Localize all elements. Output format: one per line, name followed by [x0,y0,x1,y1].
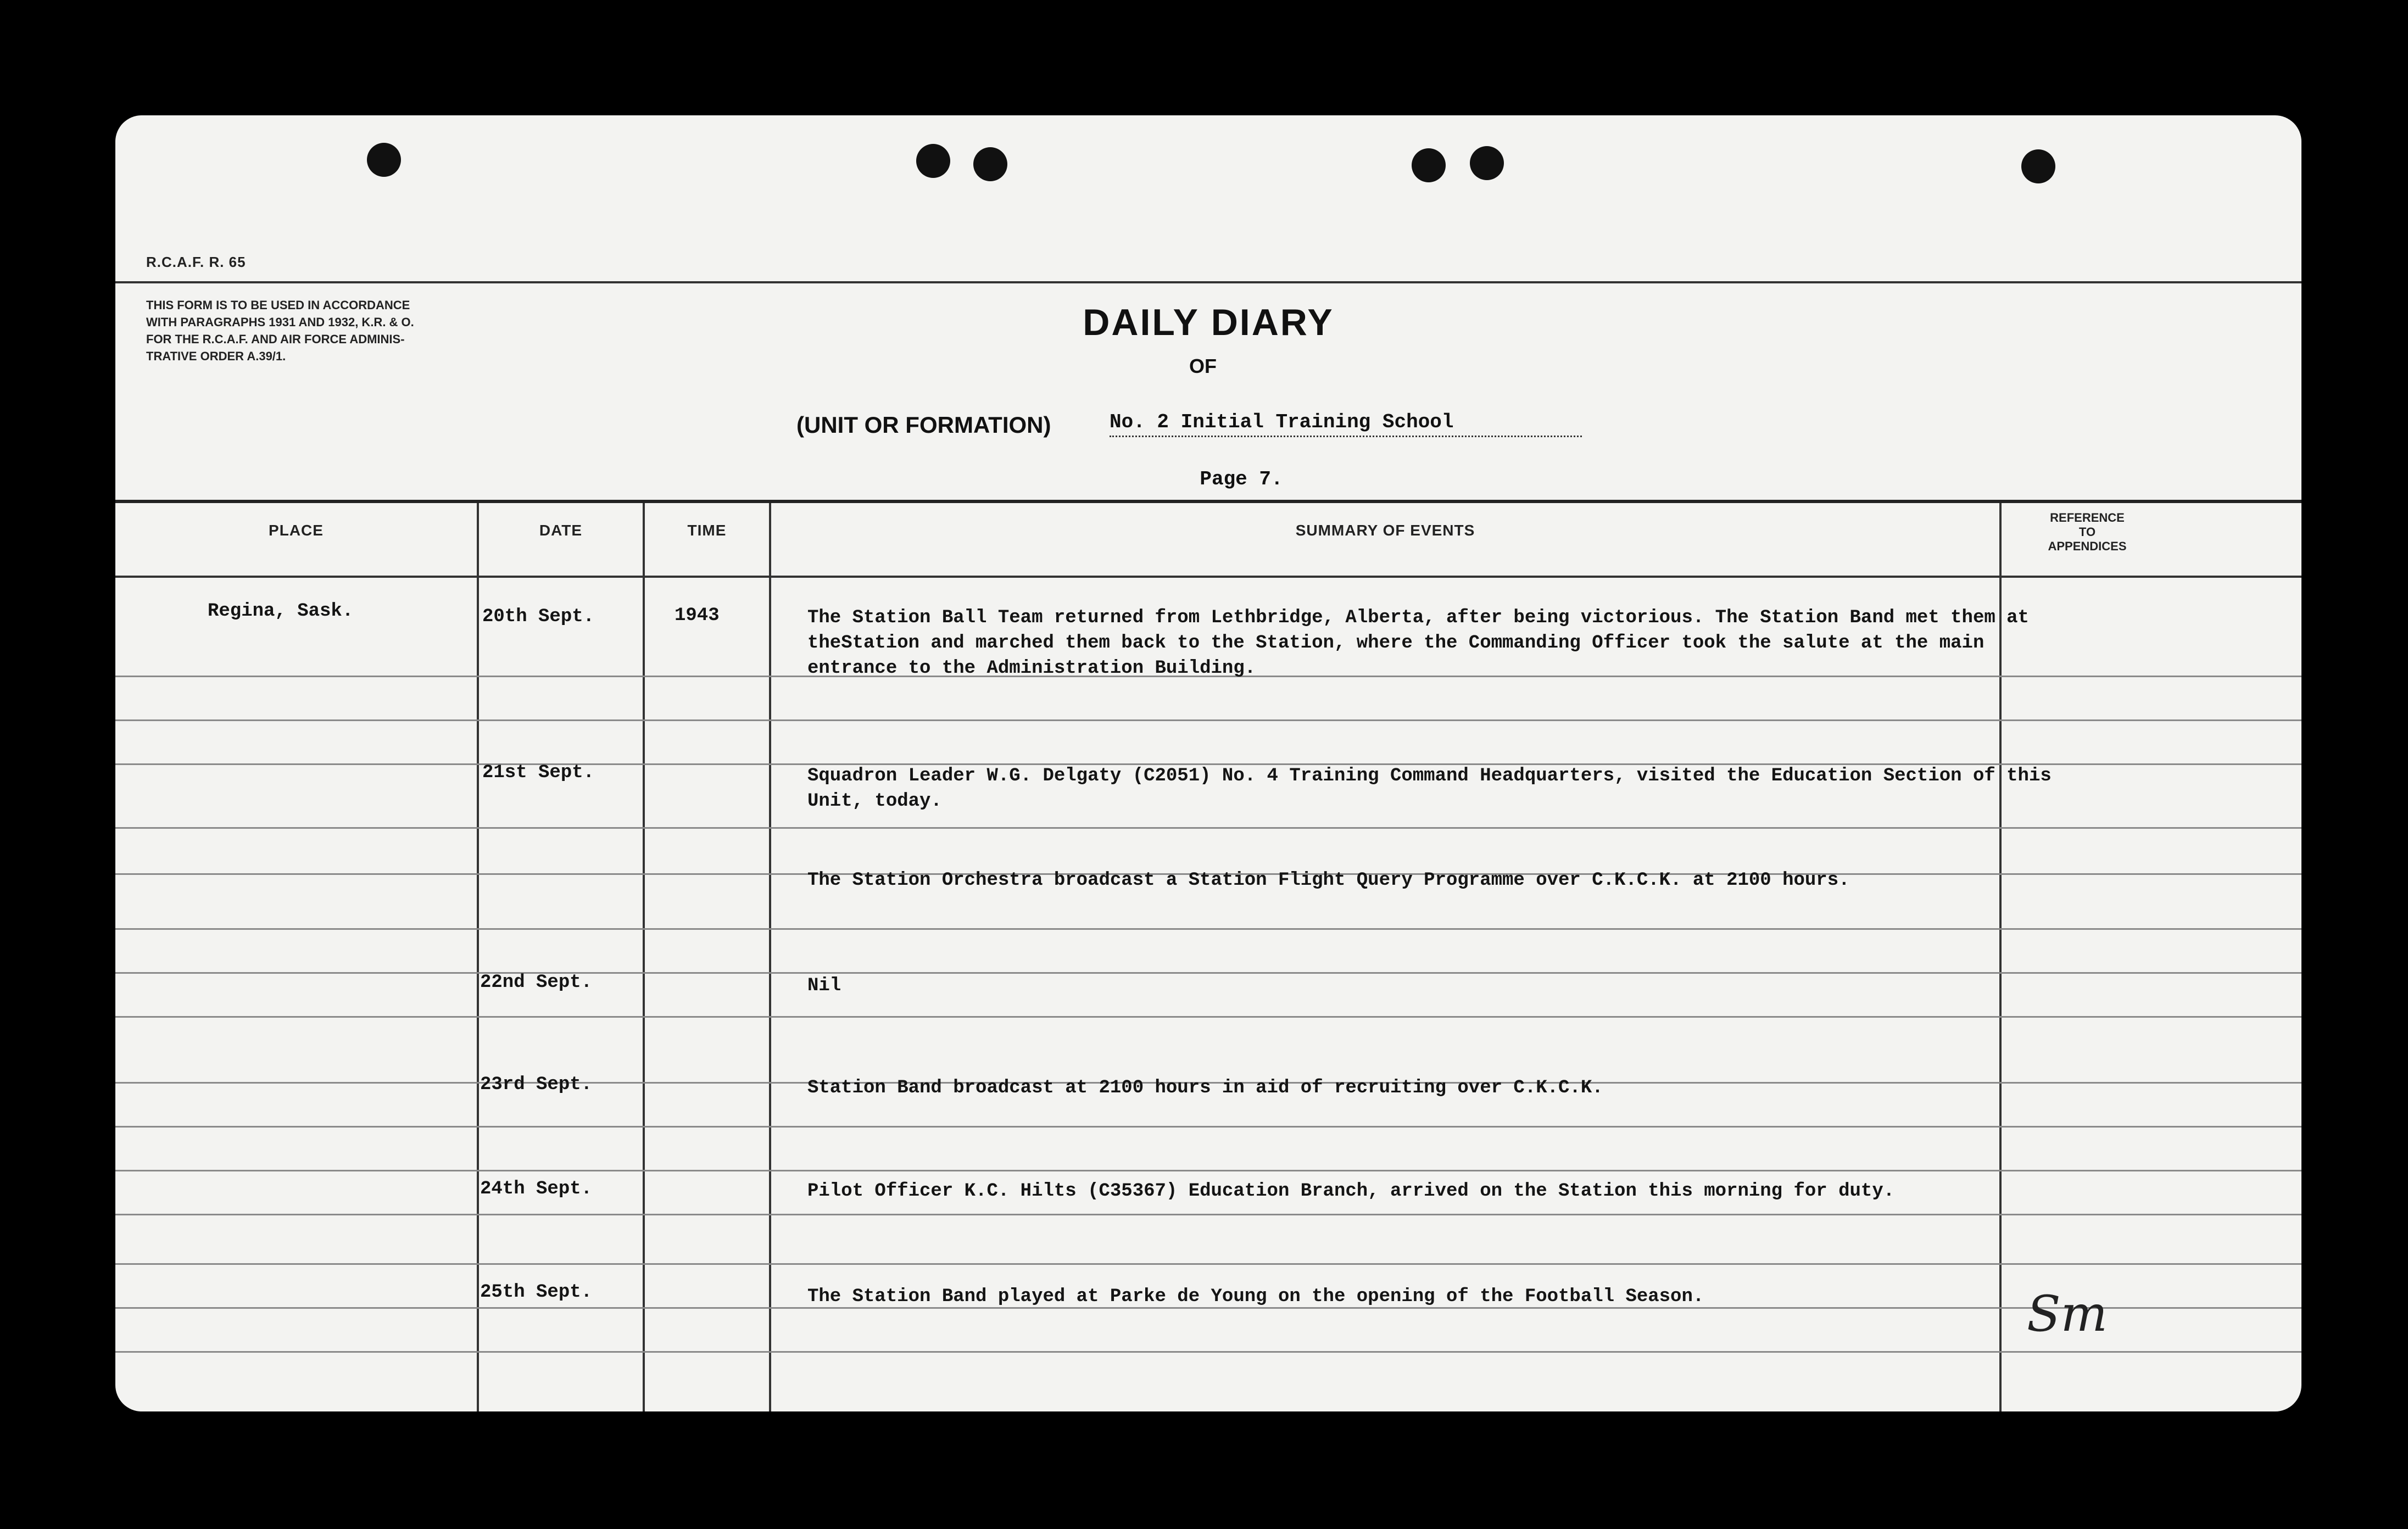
form-instructions: THIS FORM IS TO BE USED IN ACCORDANCE WITH PARAGRAPHS 1931 AND 1932, K.R. & O. FOR THE R.C.A.F. AND AIR FORCE ADMINIS- TRATIVE ORDER A.39/1. [146,298,414,363]
row-4-date: 22nd Sept. [480,972,593,993]
ruled-line [115,827,2301,829]
ruled-line [115,1016,2301,1018]
row-6-date: 24th Sept. [480,1179,593,1199]
row-7-date: 25th Sept. [480,1282,593,1303]
page-title: DAILY DIARY [1083,302,1334,343]
row-1-time: 1943 [675,605,720,626]
row-1-summary: The Station Ball Team returned from Lethbridge, Alberta, after being victorious. The Station Band met them at theStation and marched them back to the Station, where the Commanding Officer took the salute at the main entrance to the Administration Building. [807,607,2029,679]
handwritten-initials: Sm [2027,1285,2108,1343]
unit-label: (UNIT OR FORMATION) [796,412,1051,438]
row-4-summary: Nil [807,975,841,996]
row-1-place: Regina, Sask. [208,601,354,622]
punch-hole [916,144,950,178]
diary-card [115,115,2301,1411]
header-date: DATE [539,522,583,539]
page-number: Page 7. [1200,468,1283,490]
punch-hole [2021,149,2055,183]
ruled-line [115,928,2301,930]
row-6-summary: Pilot Officer K.C. Hilts (C35367) Education Branch, arrived on the Station this morning for duty. [807,1181,1895,1202]
header-place: PLACE [269,522,324,539]
column-divider [769,503,771,1411]
ruled-line [115,1214,2301,1215]
punch-hole [973,147,1007,181]
header-time: TIME [687,522,727,539]
ruled-line [115,1170,2301,1171]
ruled-line [115,719,2301,721]
unit-value: No. 2 Initial Training School [1110,411,1582,437]
punch-hole [367,143,401,177]
ruled-line [115,1263,2301,1265]
header-bottom-rule [115,576,2301,578]
row-1-date: 20th Sept. [482,606,595,627]
ruled-line [115,1126,2301,1128]
header-summary: SUMMARY OF EVENTS [1295,522,1475,539]
row-5-summary: Station Band broadcast at 2100 hours in aid of recruiting over C.K.C.K. [807,1078,1603,1098]
row-5-date: 23rd Sept. [480,1074,593,1095]
ruled-line [115,1351,2301,1353]
punch-hole [1412,148,1446,182]
row-2-summary: Squadron Leader W.G. Delgaty (C2051) No. 4 Training Command Headquarters, visited the Education Section of this Unit, today. [807,766,2052,812]
table-top-border [115,500,2301,503]
form-number: R.C.A.F. R. 65 [146,254,246,270]
header-reference: REFERENCE TO APPENDICES [2048,511,2127,553]
row-2-date: 21st Sept. [482,762,595,783]
column-divider [477,503,479,1411]
column-divider [643,503,645,1411]
title-of: OF [1189,355,1217,377]
row-3-summary: The Station Orchestra broadcast a Station Flight Query Programme over C.K.C.K. at 2100 hours. [807,870,1850,891]
row-7-summary: The Station Band played at Parke de Young on the opening of the Football Season. [807,1286,1704,1307]
header-rule [115,281,2301,283]
punch-hole [1470,146,1504,180]
